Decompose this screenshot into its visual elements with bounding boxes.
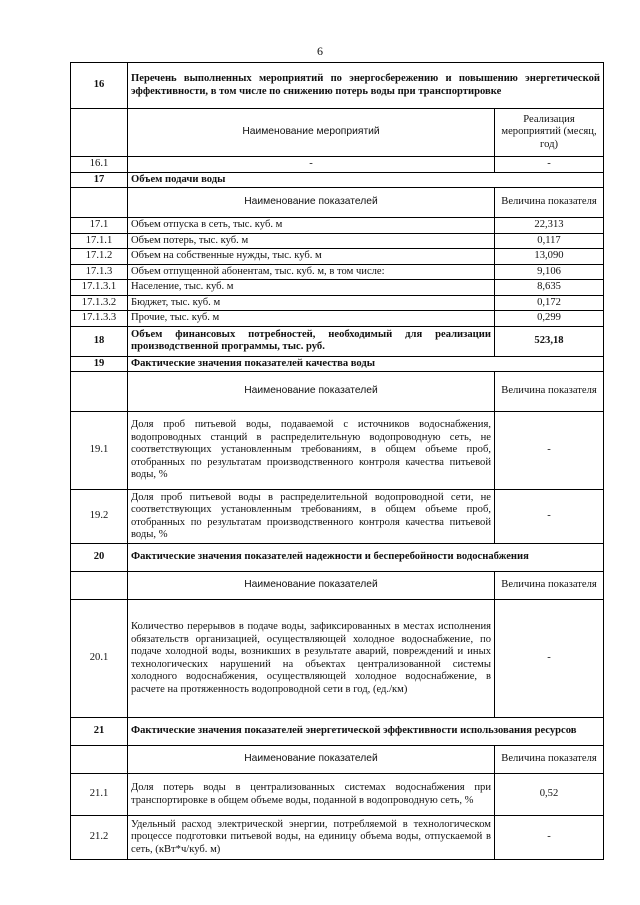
column-header-name: Наименование мероприятий — [128, 109, 495, 157]
table-row — [71, 157, 604, 173]
row-number: 16.1 — [71, 157, 128, 173]
row-value: - — [495, 600, 604, 718]
row-number: 19.2 — [71, 490, 128, 544]
row-number: 17.1.2 — [71, 249, 128, 265]
table-row — [71, 311, 604, 327]
section-title: Объем подачи воды — [128, 172, 604, 188]
section-title: Фактические значения показателей качества воды — [128, 356, 604, 372]
table-row — [71, 600, 604, 718]
section-title: Перечень выполненных мероприятий по энергосбережению и повышению энергетической эффективности, в том числе по снижению потерь воды при транспортировке — [128, 63, 604, 109]
table-row — [71, 218, 604, 234]
row-value: 0,117 — [495, 233, 604, 249]
row-name: Доля проб питьевой воды в распределительной водопроводной сети, не соответствующих установленным требованиям, в общем объеме проб, отобранных по результатам производственного контроля качества питьевой воды, % — [128, 490, 495, 544]
row-number: 17.1.3.1 — [71, 280, 128, 296]
row-value: - — [495, 412, 604, 490]
section-number: 16 — [71, 63, 128, 109]
table-header-row — [71, 746, 604, 774]
section-number: 19 — [71, 356, 128, 372]
table-row — [71, 249, 604, 265]
row-value: 22,313 — [495, 218, 604, 234]
row-value: 9,106 — [495, 264, 604, 280]
row-number: 17.1.3.3 — [71, 311, 128, 327]
row-name: Количество перерывов в подаче воды, зафиксированных в местах исполнения обязательств организацией, осуществляющей холодное водоснабжение, по подаче холодной воды, возникших в результате аварий, повреждений и иных технологических нарушений на объектах централизованной системы холодного водоснабжения, осуществляющей холодное водоснабжение, в расчете на протяженность водопроводной сети в год, (ед./км) — [128, 600, 495, 718]
section-20-row — [71, 544, 604, 572]
table-header-row — [71, 372, 604, 412]
row-number: 17.1.3.2 — [71, 295, 128, 311]
column-header-name: Наименование показателей — [128, 746, 495, 774]
section-number: 21 — [71, 718, 128, 746]
column-header-name: Наименование показателей — [128, 188, 495, 218]
row-number: 19.1 — [71, 412, 128, 490]
table-header-row — [71, 188, 604, 218]
table-header-row — [71, 572, 604, 600]
row-name: Доля потерь воды в централизованных системах водоснабжения при транспортировке в общем объеме воды, поданной в водопроводную сеть, % — [128, 774, 495, 816]
section-19-row — [71, 356, 604, 372]
column-header-name: Наименование показателей — [128, 572, 495, 600]
section-title: Фактические значения показателей надежности и бесперебойности водоснабжения — [128, 544, 604, 572]
table-row — [71, 774, 604, 816]
column-header-value: Величина показателя — [495, 572, 604, 600]
report-table — [70, 62, 604, 860]
section-number: 18 — [71, 326, 128, 356]
row-name: Объем потерь, тыс. куб. м — [128, 233, 495, 249]
column-header-value: Величина показателя — [495, 372, 604, 412]
section-title: Фактические значения показателей энергетической эффективности использования ресурсов — [128, 718, 604, 746]
row-name: Объем на собственные нужды, тыс. куб. м — [128, 249, 495, 265]
table-row — [71, 816, 604, 860]
column-header-value: Величина показателя — [495, 188, 604, 218]
row-number: 17.1.3 — [71, 264, 128, 280]
section-value: 523,18 — [495, 326, 604, 356]
row-name: Доля проб питьевой воды, подаваемой с источников водоснабжения, водопроводных станций в распределительную водопроводную сеть, не соответствующих установленным требованиям, в общем объеме проб, отобранных по результатам производственного контроля качества питьевой воды, % — [128, 412, 495, 490]
section-title: Объем финансовых потребностей, необходимый для реализации производственной программы, тыс. руб. — [128, 326, 495, 356]
row-value: 0,172 — [495, 295, 604, 311]
section-number: 17 — [71, 172, 128, 188]
row-name: Объем отпуска в сеть, тыс. куб. м — [128, 218, 495, 234]
row-number: 20.1 — [71, 600, 128, 718]
row-value: 13,090 — [495, 249, 604, 265]
section-21-row — [71, 718, 604, 746]
row-value: 0,299 — [495, 311, 604, 327]
table-row — [71, 264, 604, 280]
row-name: Бюджет, тыс. куб. м — [128, 295, 495, 311]
row-number: 21.2 — [71, 816, 128, 860]
row-name: Объем отпущенной абонентам, тыс. куб. м, в том числе: — [128, 264, 495, 280]
row-name: Удельный расход электрической энергии, потребляемой в технологическом процессе подготовки питьевой воды, на единицу объема воды, отпускаемой в сеть, (кВт*ч/куб. м) — [128, 816, 495, 860]
row-value: 8,635 — [495, 280, 604, 296]
table-row — [71, 295, 604, 311]
row-name: Население, тыс. куб. м — [128, 280, 495, 296]
row-name: - — [128, 157, 495, 173]
column-header-value: Реализация мероприятий (месяц, год) — [495, 109, 604, 157]
section-17-row — [71, 172, 604, 188]
table-row — [71, 233, 604, 249]
column-header-name: Наименование показателей — [128, 372, 495, 412]
row-value: - — [495, 490, 604, 544]
table-row — [71, 412, 604, 490]
row-number: 17.1.1 — [71, 233, 128, 249]
column-header-value: Величина показателя — [495, 746, 604, 774]
row-number: 21.1 — [71, 774, 128, 816]
table-row — [71, 280, 604, 296]
section-18-row — [71, 326, 604, 356]
row-value: - — [495, 157, 604, 173]
section-16-row — [71, 63, 604, 109]
row-value: - — [495, 816, 604, 860]
table-row — [71, 490, 604, 544]
row-number: 17.1 — [71, 218, 128, 234]
row-value: 0,52 — [495, 774, 604, 816]
page-number: 6 — [317, 44, 323, 58]
table-header-row — [71, 109, 604, 157]
row-name: Прочие, тыс. куб. м — [128, 311, 495, 327]
section-number: 20 — [71, 544, 128, 572]
